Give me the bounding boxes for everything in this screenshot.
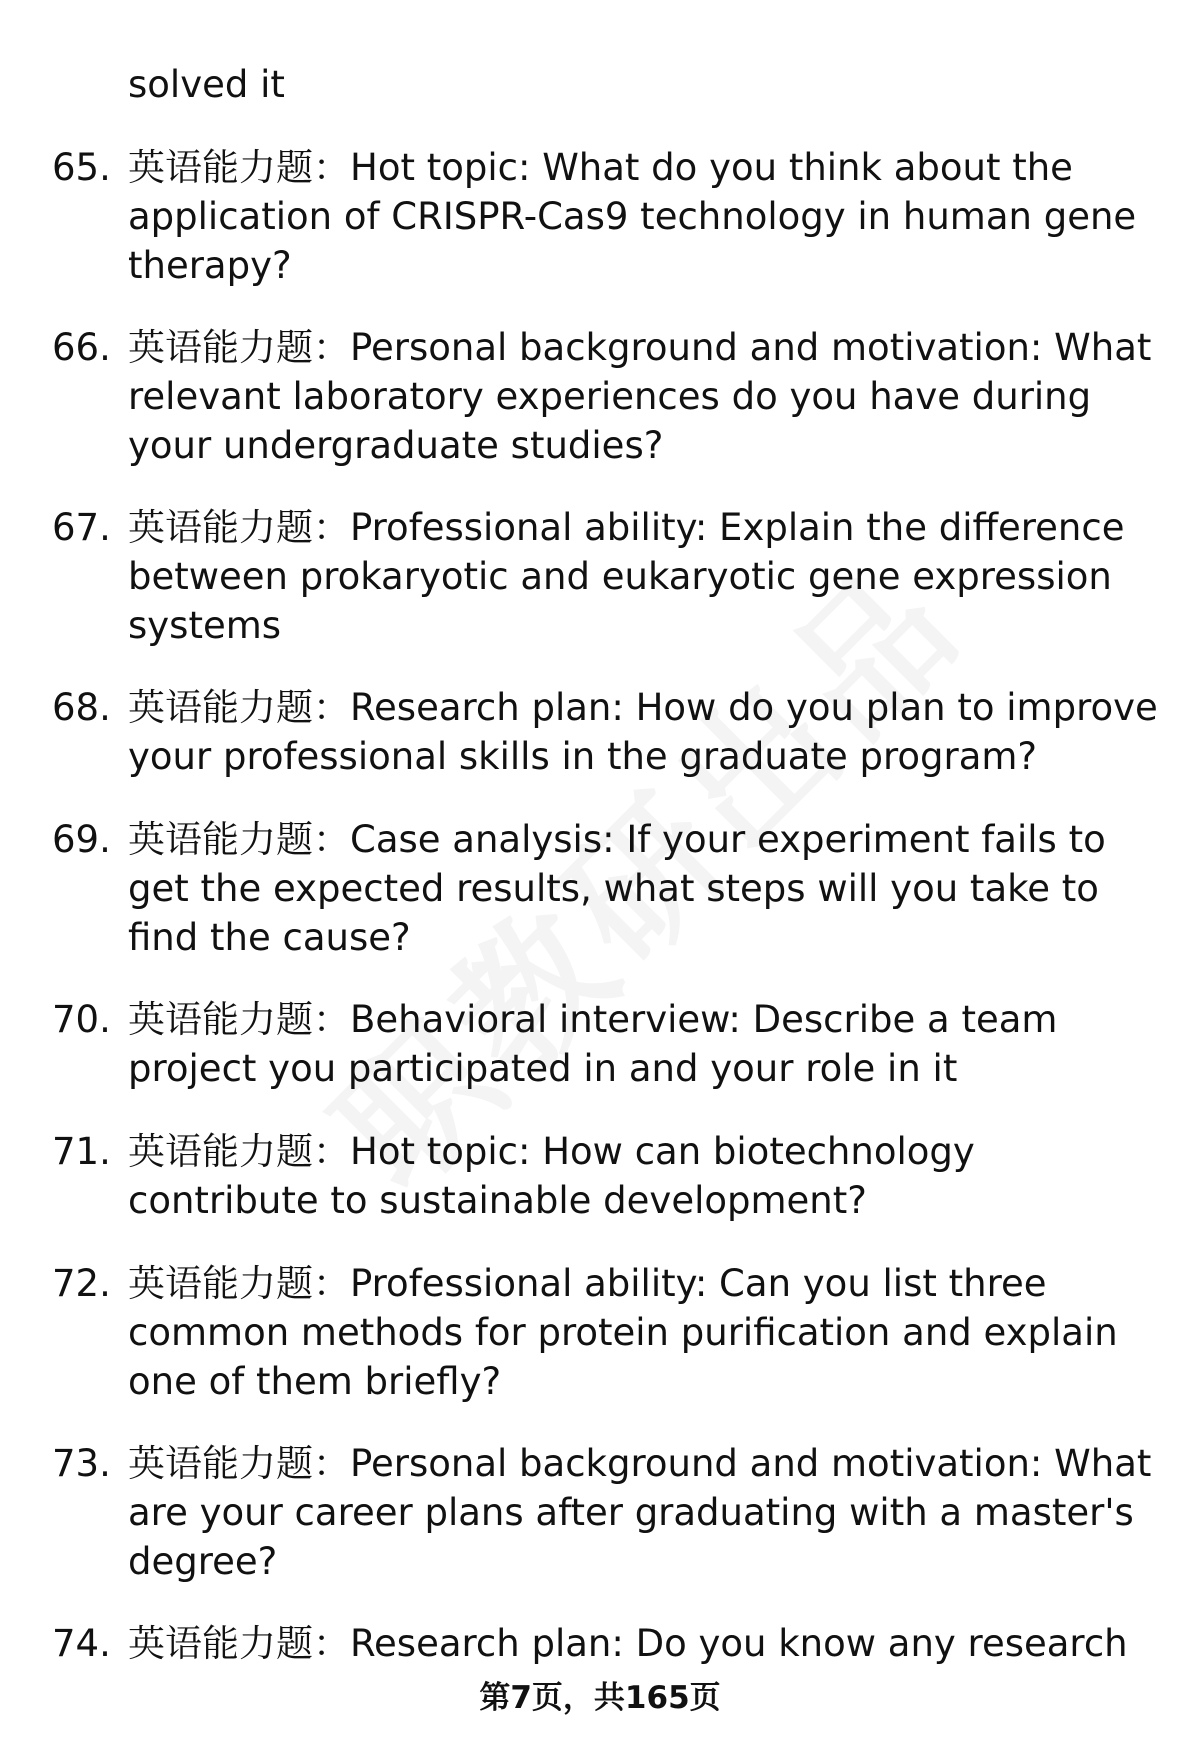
item-text: Case analysis: If your experiment fails to get the expected results, what steps will you take to find the cause?	[128, 818, 1106, 959]
item-number: 74.	[52, 1622, 111, 1665]
item-body	[128, 143, 1158, 290]
item-body	[128, 1439, 1158, 1586]
item-number: 70.	[52, 998, 111, 1041]
item-body	[128, 995, 1158, 1093]
item-category: 英语能力题：	[128, 686, 350, 729]
item-category: 英语能力题：	[128, 146, 350, 189]
item-number: 73.	[52, 1442, 111, 1485]
item-number: 67.	[52, 506, 111, 549]
item-body	[128, 503, 1158, 650]
item-body	[128, 1259, 1158, 1406]
item-text: Professional ability: Explain the difference between prokaryotic and eukaryotic gene expression systems	[128, 506, 1125, 647]
page-footer: 第7页，共165页	[479, 1680, 721, 1716]
item-number: 65.	[52, 146, 111, 189]
item-text: Research plan: Do you know any research	[350, 1622, 1128, 1665]
item-category: 英语能力题：	[128, 326, 350, 369]
item-category: 英语能力题：	[128, 506, 350, 549]
item-number: 68.	[52, 686, 111, 729]
item-text: Behavioral interview: Describe a team project you participated in and your role in it	[128, 998, 1058, 1090]
item-category: 英语能力题：	[128, 998, 350, 1041]
item-number: 72.	[52, 1262, 111, 1305]
continuation-text: solved it	[128, 63, 285, 106]
item-category: 英语能力题：	[128, 818, 350, 861]
item-text: Personal background and motivation: What are your career plans after graduating with a master's degree?	[128, 1442, 1152, 1583]
item-body	[128, 323, 1158, 470]
item-text: Research plan: How do you plan to improve your professional skills in the graduate program?	[128, 686, 1158, 778]
item-category: 英语能力题：	[128, 1262, 350, 1305]
item-number: 66.	[52, 326, 111, 369]
item-body	[128, 1127, 1158, 1225]
item-category: 英语能力题：	[128, 1622, 350, 1665]
item-text: Hot topic: How can biotechnology contribute to sustainable development?	[128, 1130, 975, 1222]
item-text: Personal background and motivation: What relevant laboratory experiences do you have during your undergraduate studies?	[128, 326, 1152, 467]
item-text: Professional ability: Can you list three common methods for protein purification and explain one of them briefly?	[128, 1262, 1118, 1403]
item-body	[128, 1619, 1158, 1668]
item-body	[128, 683, 1158, 781]
item-text: Hot topic: What do you think about the application of CRISPR-Cas9 technology in human gene therapy?	[128, 146, 1137, 287]
item-body	[128, 815, 1158, 962]
item-number: 69.	[52, 818, 111, 861]
item-category: 英语能力题：	[128, 1130, 350, 1173]
item-category: 英语能力题：	[128, 1442, 350, 1485]
item-number: 71.	[52, 1130, 111, 1173]
